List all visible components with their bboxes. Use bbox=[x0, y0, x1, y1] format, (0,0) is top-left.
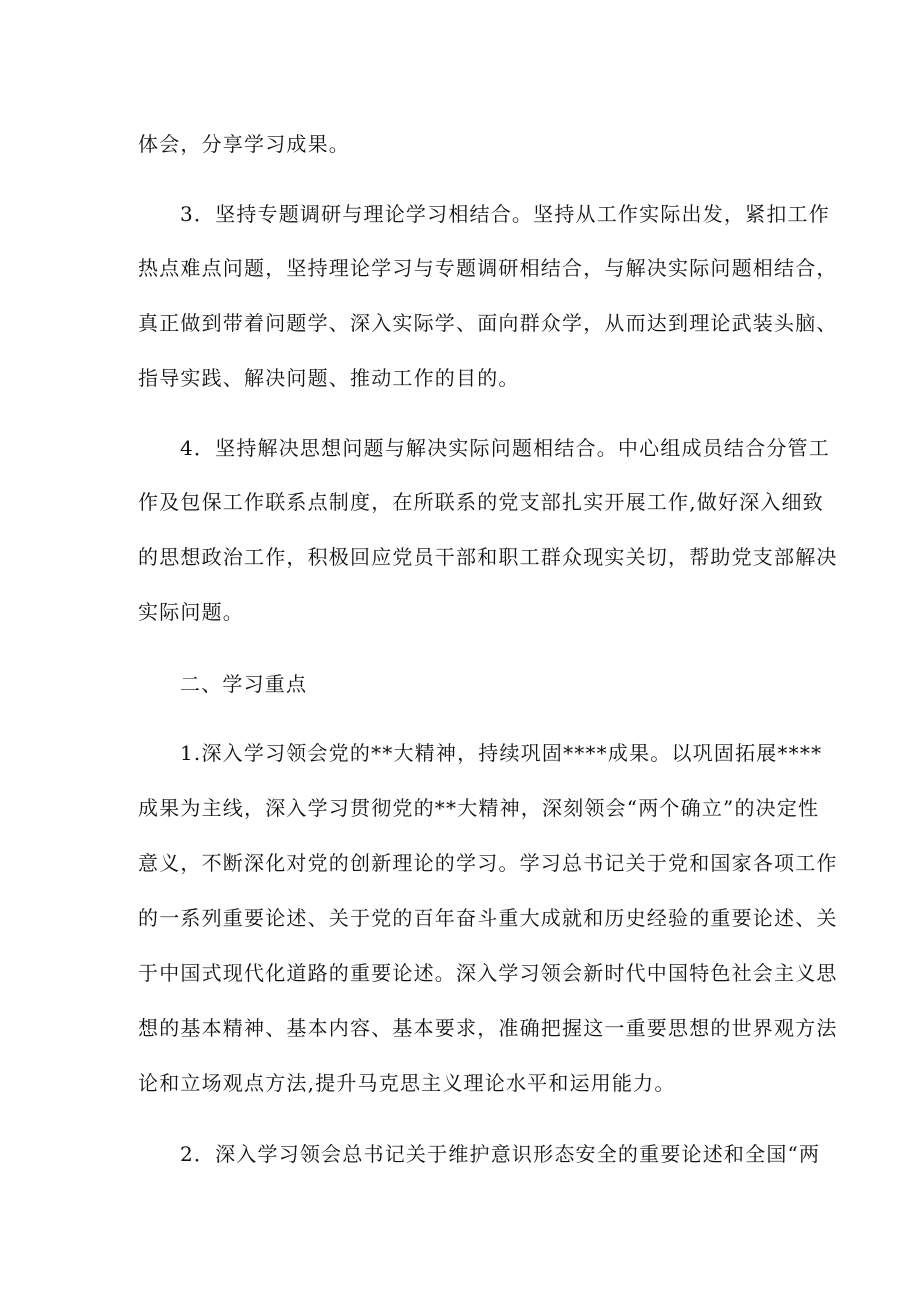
item-4-line-2: 作及包保工作联系点制度，在所联系的党支部扎实开展工作,做好深入细致 bbox=[138, 490, 824, 514]
item-3-line-1: 3．坚持专题调研与理论学习相结合。坚持从工作实际出发，紧扣工作 bbox=[180, 202, 830, 226]
point-1-line-7: 论和立场观点方法,提升马克思主义理论水平和运用能力。 bbox=[138, 1071, 676, 1095]
item-3-line-3: 真正做到带着问题学、深入实际学、面向群众学，从而达到理论武装头脑、 bbox=[138, 311, 838, 335]
item-4-line-3: 的思想政治工作，积极回应党员干部和职工群众现实关切，帮助党支部解决 bbox=[138, 545, 838, 569]
point-1-line-2: 成果为主线，深入学习贯彻党的**大精神，深刻领会“两个确立”的决定性 bbox=[138, 796, 820, 820]
point-1-line-3: 意义，不断深化对党的创新理论的学习。学习总书记关于党和国家各项工作 bbox=[138, 851, 838, 875]
point-1-line-6: 想的基本精神、基本内容、基本要求，准确把握这一重要思想的世界观方法 bbox=[138, 1016, 838, 1040]
item-3-line-4: 指导实践、解决问题、推动工作的目的。 bbox=[138, 366, 520, 390]
paragraph-continuation-line-1: 体会，分享学习成果。 bbox=[138, 132, 350, 156]
point-1-line-4: 的一系列重要论述、关于党的百年奋斗重大成就和历史经验的重要论述、关 bbox=[138, 906, 838, 930]
section-2-heading: 二、学习重点 bbox=[180, 672, 308, 696]
item-4-line-4: 实际问题。 bbox=[138, 600, 244, 624]
point-1-line-1: 1.深入学习领会党的**大精神，持续巩固****成果。以巩固拓展**** bbox=[180, 741, 823, 765]
item-3-line-2: 热点难点问题，坚持理论学习与专题调研相结合，与解决实际问题相结合， bbox=[138, 256, 838, 280]
point-2-line-1: 2．深入学习领会总书记关于维护意识形态安全的重要论述和全国“两 bbox=[180, 1142, 821, 1166]
item-4-line-1: 4．坚持解决思想问题与解决实际问题相结合。中心组成员结合分管工 bbox=[180, 436, 830, 460]
point-1-line-5: 于中国式现代化道路的重要论述。深入学习领会新时代中国特色社会主义思 bbox=[138, 961, 838, 985]
